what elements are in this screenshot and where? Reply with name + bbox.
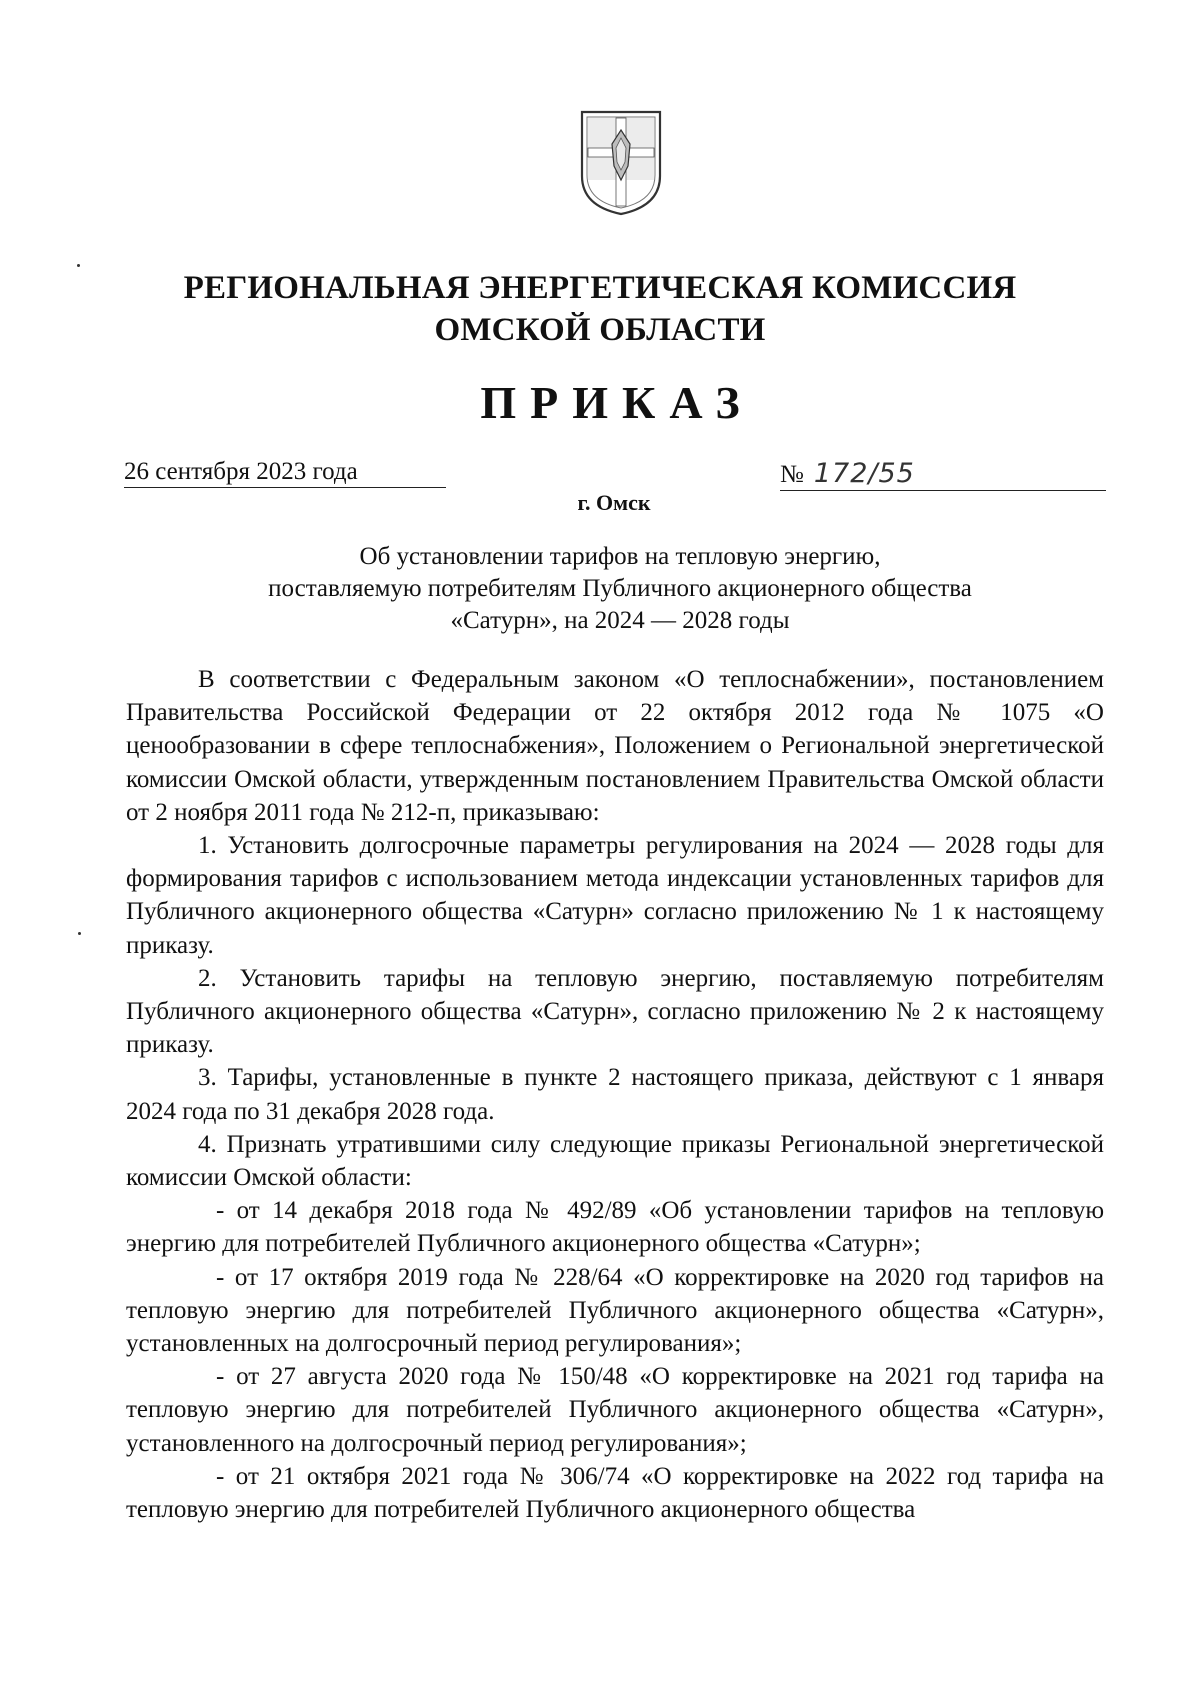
- repealed-order-item: - от 27 августа 2020 года № 150/48 «О корректировке на 2021 год тарифа на тепловую энергию для потребителей Публичного акционерного общества «Сатурн», установленного на долгосрочный период регулирования»;: [126, 1363, 1104, 1457]
- number-value: 172/55: [813, 458, 915, 489]
- title-line: «Сатурн», на 2024 — 2028 годы: [450, 607, 790, 634]
- document-title: [150, 541, 1090, 637]
- document-city: г. Омск: [577, 490, 651, 515]
- document-number: [780, 458, 1106, 491]
- repealed-order-item: - от 14 декабря 2018 года № 492/89 «Об установлении тарифов на тепловую энергию для потребителей Публичного акционерного общества «Сатурн»;: [126, 1197, 1104, 1258]
- order-item: 4. Признать утратившими силу следующие приказы Региональной энергетической комиссии Омской области:: [126, 1130, 1104, 1192]
- coat-of-arms-icon: [576, 108, 666, 218]
- document-date: 26 сентября 2023 года: [124, 458, 446, 488]
- document-body: [126, 663, 1104, 1526]
- organization-name: РЕГИОНАЛЬНАЯ ЭНЕРГЕТИЧЕСКАЯ КОМИССИЯ: [183, 270, 1017, 306]
- scan-speck: [77, 264, 80, 267]
- repealed-order-item: - от 17 октября 2019 года № 228/64 «О корректировке на 2020 год тарифов на тепловую энергию для потребителей Публичного акционерного общества «Сатурн», установленных на долгосрочный период регулирования»;: [126, 1263, 1104, 1358]
- repealed-order-item: - от 21 октября 2021 года № 306/74 «О корректировке на 2022 год тарифа на тепловую энергию для потребителей Публичного акционерного общества: [126, 1462, 1104, 1524]
- title-line: Об установлении тарифов на тепловую энергию,: [359, 543, 881, 570]
- document-type: ПРИКАЗ: [480, 377, 754, 428]
- number-label: №: [780, 461, 804, 488]
- order-item: 2. Установить тарифы на тепловую энергию, поставляемую потребителям Публичного акционерного общества «Сатурн», согласно приложению № 2 к настоящему приказу.: [126, 964, 1104, 1059]
- title-line: поставляемую потребителям Публичного акционерного общества: [268, 575, 972, 602]
- order-item: 3. Тарифы, установленные в пункте 2 настоящего приказа, действуют с 1 января 2024 года по 31 декабря 2028 года.: [126, 1064, 1104, 1125]
- scan-speck: [78, 932, 81, 935]
- preamble-paragraph: В соответствии с Федеральным законом «О теплоснабжении», постановлением Правительства Российской Федерации от 22 октября 2012 года № 1075 «О ценообразовании в сфере теплоснабжения», Положением о Региональной энергетической комиссии Омской области, утвержденным постановлением Правительства Омской области от 2 ноября 2011 года № 212-п, приказываю:: [126, 666, 1104, 826]
- order-item: 1. Установить долгосрочные параметры регулирования на 2024 — 2028 годы для формирования тарифов с использованием метода индексации установленных тарифов для Публичного акционерного общества «Сатурн» согласно приложению № 1 к настоящему приказу.: [126, 832, 1104, 959]
- organization-region: ОМСКОЙ ОБЛАСТИ: [434, 312, 766, 348]
